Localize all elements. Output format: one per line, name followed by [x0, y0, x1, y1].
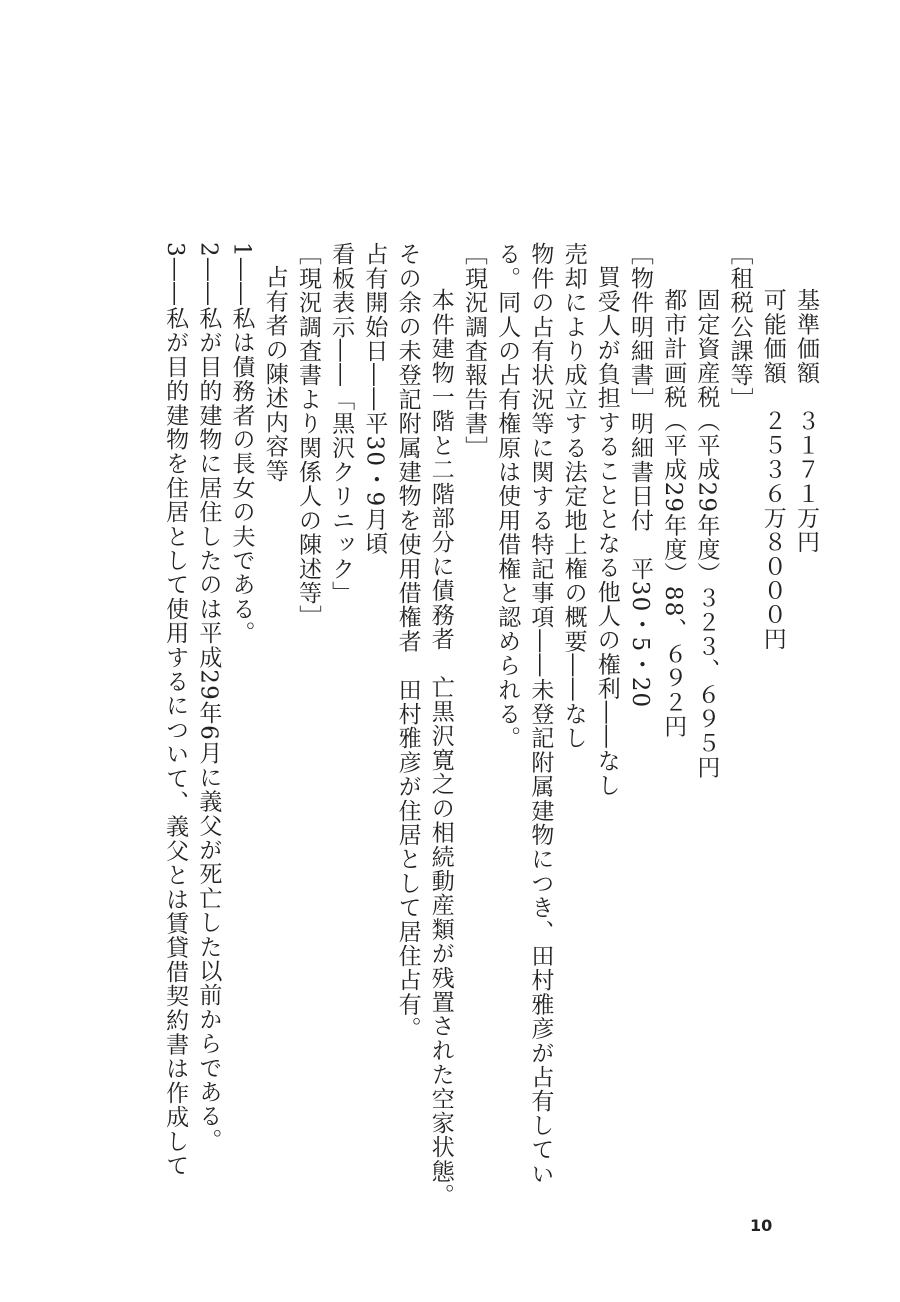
- text-line: 可能価額 ２５３６万８０００円: [759, 288, 786, 651]
- text-line: 都市計画税（平成29年度）88、６９２円: [660, 288, 687, 739]
- section-heading: ［現況調査書より関係人の陳述等］: [294, 242, 321, 630]
- text-line: る。同人の占有権原は使用借権と認められる。: [494, 242, 521, 751]
- text-line: その余の未登記附属建物を使用借権者 田村雅彦が住居として居住占有。: [394, 242, 421, 1041]
- text-line: 看板表示――「黒沢クリニック」: [328, 242, 355, 605]
- text-line: 本件建物一階と二階部分に債務者 亡黒沢寛之の相続動産類が残置された空家状態。: [427, 288, 454, 1208]
- text-line: 売却により成立する法定地上権の概要――なし: [560, 242, 587, 751]
- text-line: 買受人が負担することとなる他人の権利――なし: [593, 265, 620, 798]
- text-line: 物件の占有状況等に関する特記事項――未登記附属建物につき、田村雅彦が占有してい: [527, 242, 554, 1186]
- numbered-statement: 2――私が目的建物に居住したのは平成29年6月に義父が死亡した以前からである。: [195, 242, 222, 1153]
- text-line: 占有開始日――平30・9月頃: [361, 242, 388, 556]
- section-heading: ［租税公課等］: [726, 242, 753, 412]
- numbered-statement: 3――私が目的建物を住居として使用するについて、義父とは賃貸借契約書は作成して: [162, 242, 189, 1178]
- text-line: 占有者の陳述内容等: [261, 265, 288, 483]
- text-line: 固定資産税（平成29年度）３２３、６９５円: [693, 288, 720, 780]
- text-line: 基準価額 ３１７１万円: [793, 288, 819, 555]
- section-heading: ［物件明細書］明細書日付 平30・5・20: [626, 242, 653, 709]
- numbered-statement: 1――私は債務者の長女の夫である。: [228, 242, 255, 646]
- page-number: 10: [750, 1216, 773, 1235]
- section-heading: ［現況調査報告書］: [460, 242, 487, 460]
- vertical-text-body: [158, 242, 822, 1208]
